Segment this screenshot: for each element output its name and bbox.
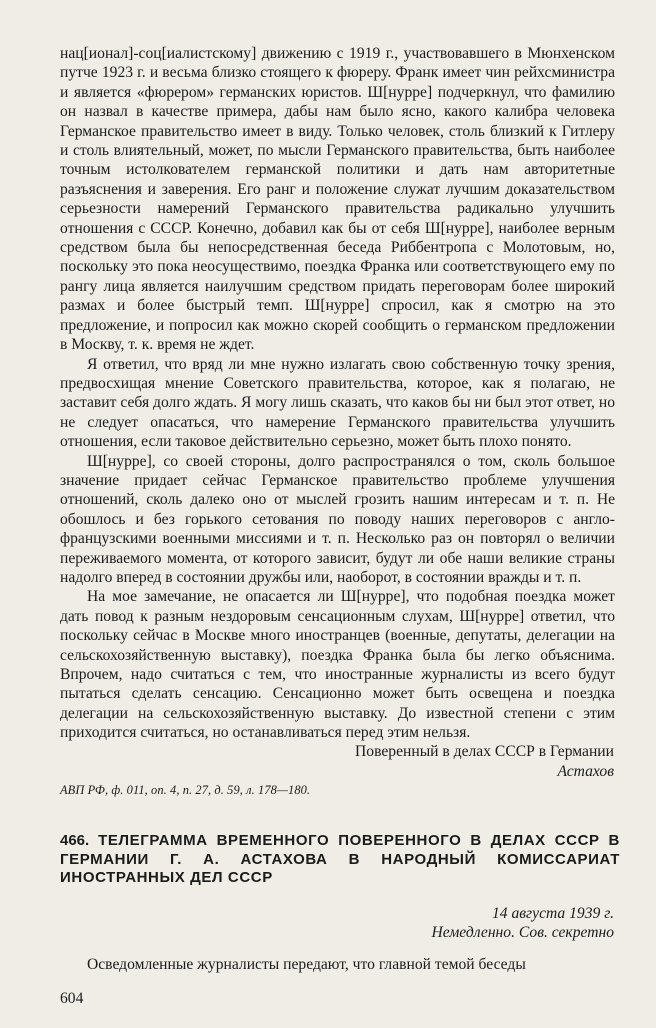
document-heading bbox=[60, 832, 620, 888]
dateline bbox=[432, 904, 614, 942]
paragraph-4: На мое замечание, не опасается ли Ш[нурре], что подобная поездка может дать повод к разным нездоровым сенсационным слухам, Ш[нурре] ответил, что поскольку сейчас в Москве много иностранцев (военные, депутаты, делегации на сельскохозяйственную выставку), поездка Франка была бы легко объяснима. Впрочем, надо считаться с тем, что иностранные журналисты из всего будут пытаться сделать сенсацию. Сенсационно может быть освещена и поездка делегации на сельскохозяйственную выставку. До известной степени с этим приходится считаться, но останавливаться перед этим нельзя. bbox=[60, 588, 615, 742]
page-number: 604 bbox=[60, 990, 84, 1007]
signature-name: Астахов bbox=[557, 763, 614, 780]
archive-reference: АВП РФ, ф. 011, оп. 4, п. 27, д. 59, л. 178—180. bbox=[60, 783, 311, 797]
main-text bbox=[60, 44, 615, 743]
document-number: 466. bbox=[60, 832, 90, 849]
paragraph-1: нац[ионал]-соц[иалистскому] движению с 1919 г., участвовавшего в Мюнхенском путче 1923 г. и весьма близко стоящего к фюреру. Франк имеет чин рейхсминистра и является «фюрером» германских юристов. Ш[нурре] подчеркнул, что фамилию он назвал в качестве примера, дабы нам было ясно, какого калибра человека Германское правительство имеет в виду. Только человек, столь близкий к Гитлеру и столь влиятельный, может, по мысли Германского правительства, быть наиболее точным истолкователем германской политики и дать нам авторитетные разъяснения и заверения. Его ранг и положение служат лучшим доказательством серьезности намерений Германского правительства радикально улучшить отношения с СССР. Конечно, добавил как бы от себя Ш[нурре], наиболее верным средством была бы непосредственная беседа Риббентропа с Молотовым, но, поскольку это пока неосуществимо, поездка Франка или соответствующего ему по рангу лица является наилучшим средством придать переговорам более широкий размах и более быстрый темп. Ш[нурре] спросил, как я смотрю на это предложение, и попросил как можно скорей сообщить о германском предложении в Москву, т. к. время не ждет. bbox=[60, 45, 615, 354]
paragraph-3: Ш[нурре], со своей стороны, долго распространялся о том, сколь большое значение придает сейчас Германское правительство проблеме улучшения отношений, сколь далеко оно от мыслей грозить нашим интересам и т. п. Не обошлось и без горького сетования по поводу наших переговоров с англо-французскими военными миссиями и т. п. Несколько раз он повторял о величии переживаемого момента, от которого зависит, будут ли обе наши великие страны надолго вперед в состоянии дружбы или, наоборот, в состоянии вражды и т. п. bbox=[60, 452, 615, 586]
signature-title: Поверенный в делах СССР в Германии bbox=[355, 743, 614, 760]
signature-block bbox=[355, 742, 614, 782]
document-title: ТЕЛЕГРАММА ВРЕМЕННОГО ПОВЕРЕННОГО В ДЕЛАХ СССР В ГЕРМАНИИ Г. А. АСТАХОВА В НАРОДНЫЙ КОМИССАРИАТ ИНОСТРАННЫХ ДЕЛ СССР bbox=[60, 832, 620, 886]
document-date: 14 августа 1939 г. bbox=[492, 905, 614, 922]
telegram-first-line: Осведомленные журналисты передают, что главной темой беседы bbox=[87, 956, 526, 973]
paragraph-2: Я ответил, что вряд ли мне нужно излагать свою собственную точку зрения, предвосхищая мнение Советского правительства, которое, как я полагаю, не заставит себя долго ждать. Я могу лишь сказать, что каков бы ни был этот ответ, но не следует опасаться, что намерение Германского правительства улучшить отношения, если таковое действительно серьезно, может быть плохо понято. bbox=[60, 355, 615, 451]
classification-mark: Немедленно. Сов. секретно bbox=[431, 924, 614, 941]
telegram-text bbox=[60, 955, 615, 974]
